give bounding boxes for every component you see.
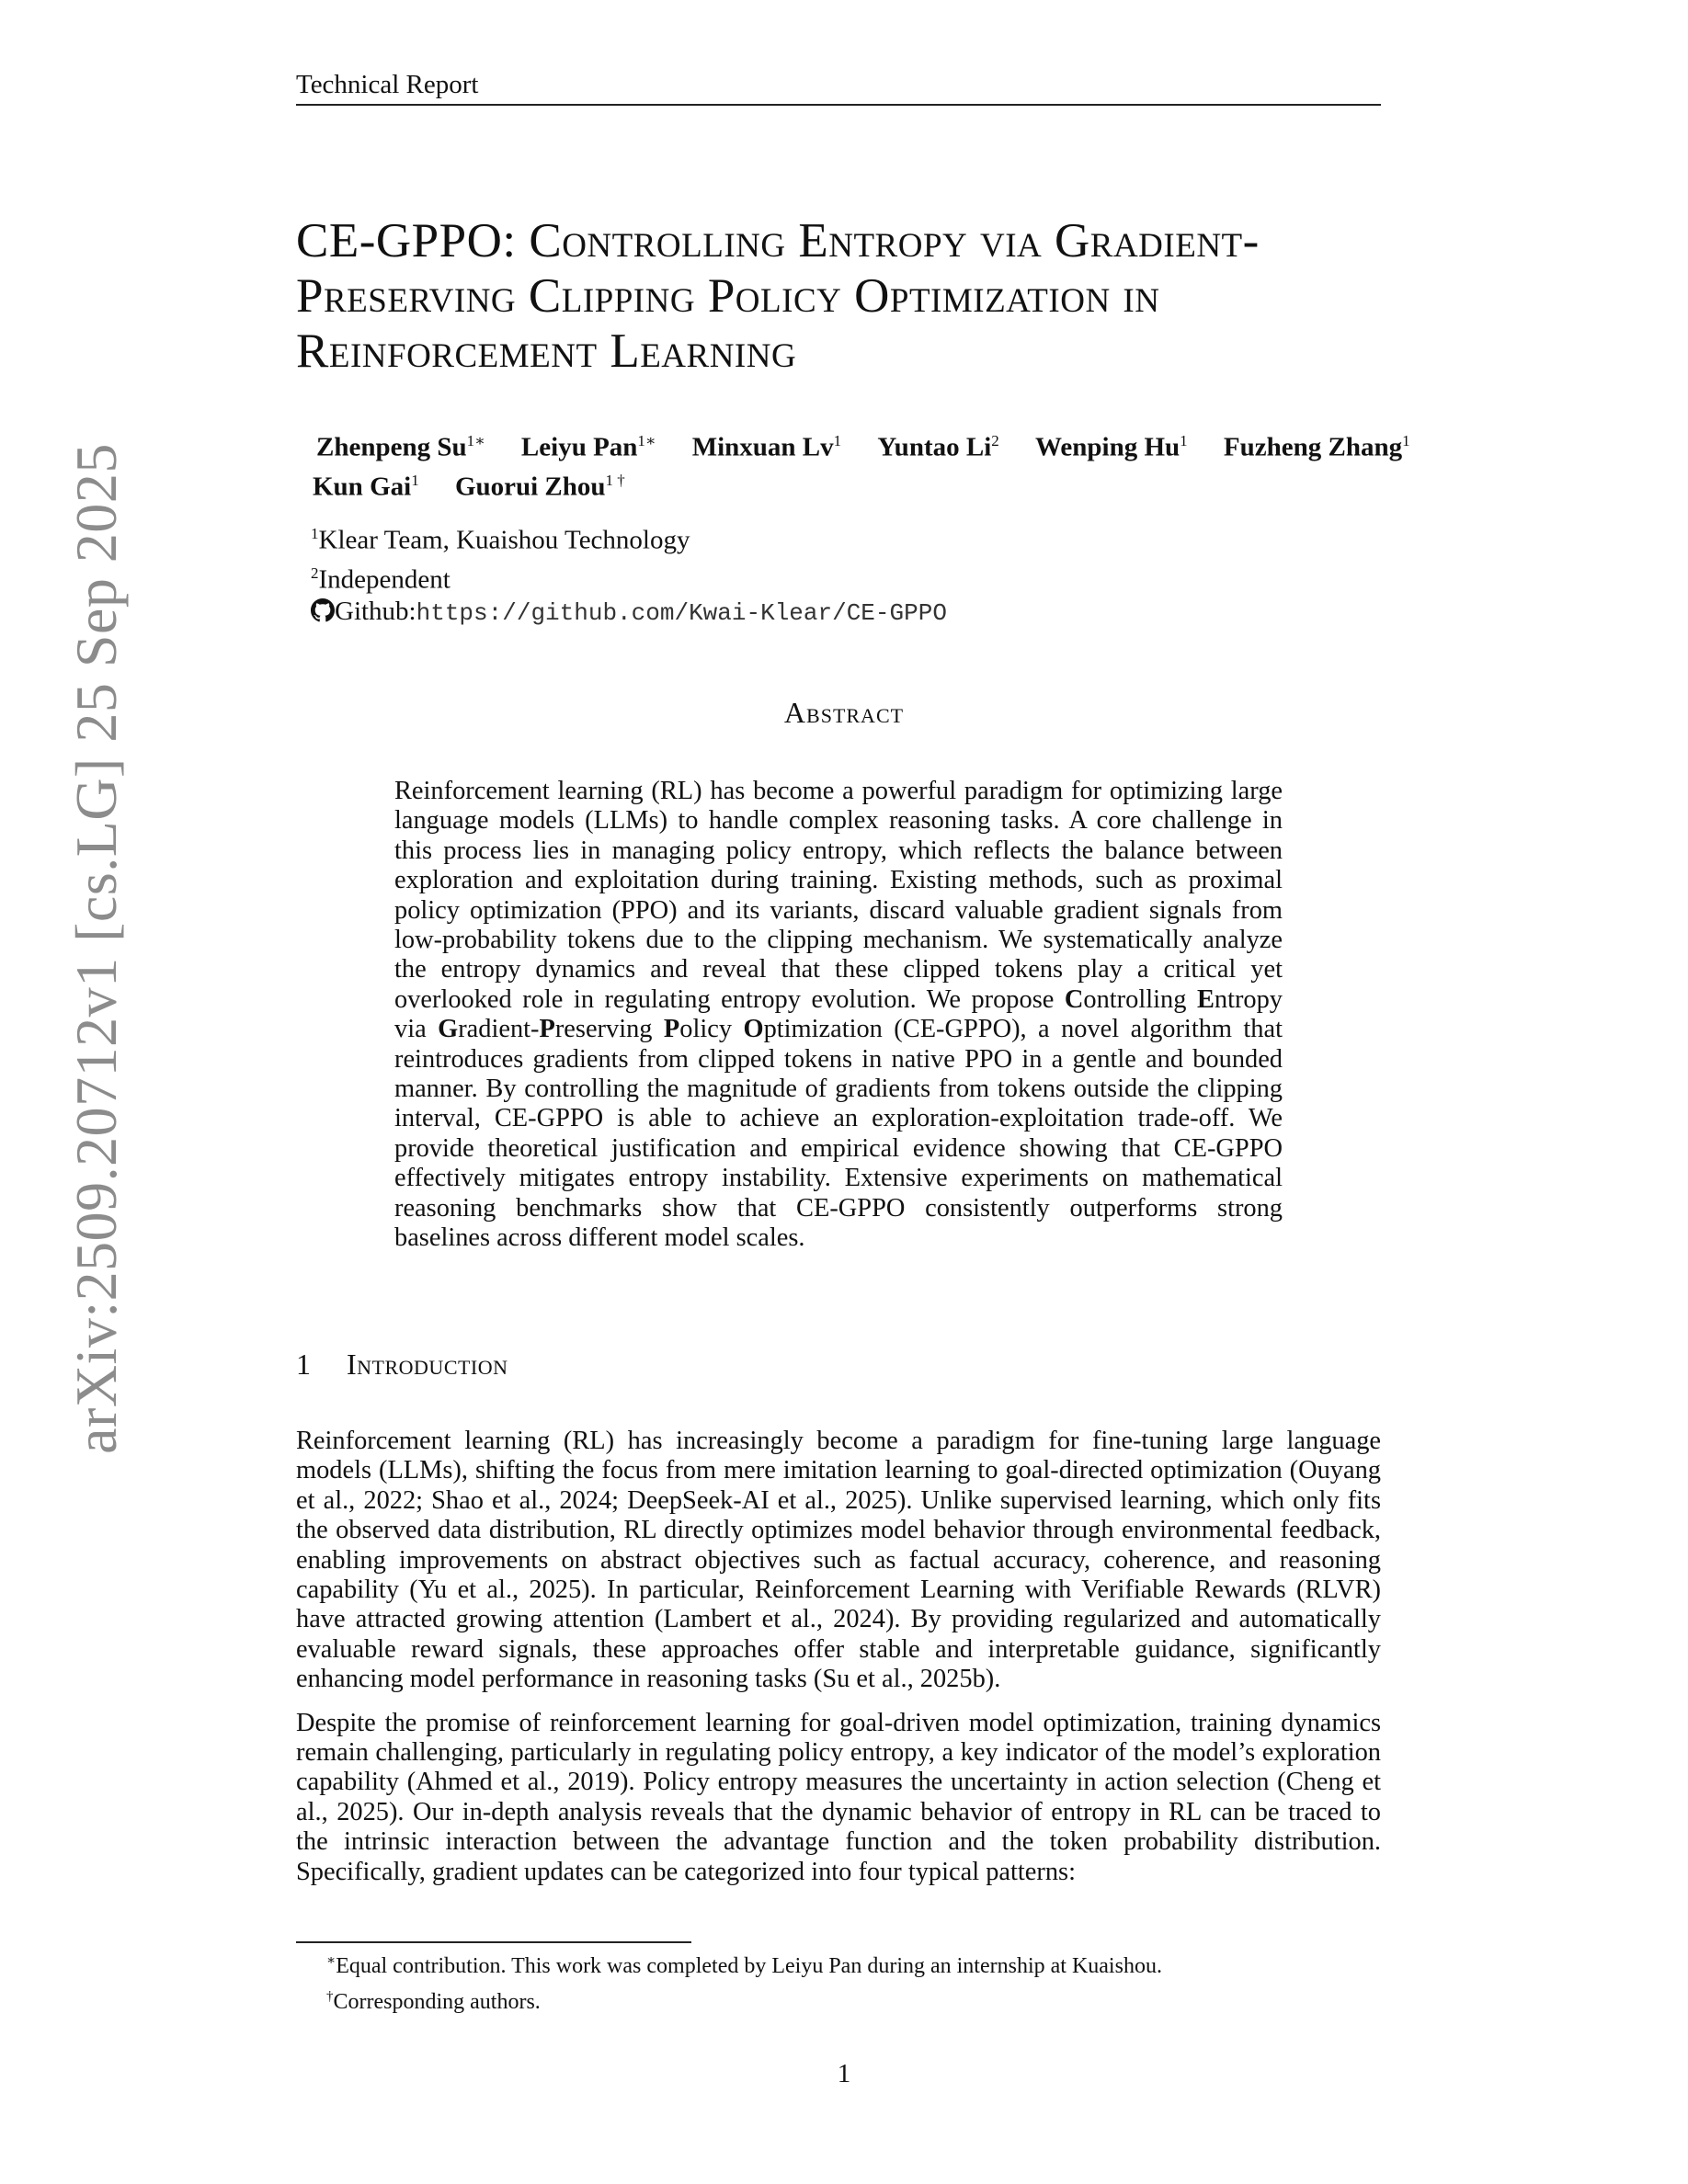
author-name: Guorui Zhou <box>454 472 606 502</box>
affiliation-text: Independent <box>318 564 451 595</box>
author <box>1035 425 1188 464</box>
paragraph: Reinforcement learning (RL) has increasingly become a paradigm for fine-tuning large language models (LLMs), shifting the focus from mere imitation learning to goal-directed optimization (Ouyang et al., 2022; Shao et al., 2024; DeepSeek-AI et al., 2025). Unlike supervised learning, which only fits the observed data distribution, RL directly optimizes model behavior through environmental feedback, enabling improvements on abstract objectives such as factual accuracy, coherence, and reasoning capability (Yu et al., 2025). In particular, Reinforcement Learning with Verifiable Rewards (RLVR) have attracted growing attention (Lambert et al., 2024). By providing regularized and automatically evaluable reward signals, these approaches offer stable and interpretable guidance, significantly enhancing model performance in reasoning tasks (Su et al., 2025b). <box>296 1427 1381 1694</box>
footnote-mark: ∗ <box>326 1953 336 1968</box>
author-name: Wenping Hu <box>1035 432 1180 462</box>
abstract-heading: Abstract <box>783 696 905 729</box>
affiliations <box>311 518 947 631</box>
author-name: Leiyu Pan <box>520 432 638 462</box>
affiliation <box>311 518 947 557</box>
arxiv-stamp: arXiv:2509.20712v1 [cs.LG] 25 Sep 2025 <box>63 443 129 1454</box>
acronym-word: olicy <box>679 1015 744 1044</box>
author <box>692 425 841 464</box>
section-body <box>296 1427 1381 1901</box>
affiliation <box>311 557 947 597</box>
acronym-letter: P <box>663 1015 680 1044</box>
abstract-body <box>394 777 1283 1254</box>
affiliation-mark: 2 <box>311 563 319 582</box>
acronym-letter: O <box>743 1015 764 1044</box>
paragraph: Despite the promise of reinforcement learning for goal-driven model optimization, training dynamics remain challenging, particularly in regulating policy entropy, a key indicator of the model’s exploration capability (Ahmed et al., 2019). Policy entropy measures the uncertainty in action selection (Cheng et al., 2025). Our in-depth analysis reveals that the dynamic behavior of entropy in RL can be traced to the intrinsic interaction between the advantage function and the token probability distribution. Specifically, gradient updates can be categorized into four typical patterns: <box>296 1708 1381 1886</box>
acronym-word: ntropy via <box>394 984 1283 1044</box>
section-title: Introduction <box>347 1348 508 1381</box>
section-number: 1 <box>296 1348 312 1381</box>
author-mark: 1 <box>1180 432 1188 449</box>
author-name: Fuzheng Zhang <box>1223 432 1403 462</box>
acronym-word: ptimization <box>763 1015 883 1044</box>
footnotes <box>326 1946 1162 2018</box>
author-name: Minxuan Lv <box>691 432 834 462</box>
author <box>1224 425 1410 464</box>
author-mark: 1 <box>833 432 842 449</box>
author <box>877 425 998 464</box>
abstract-text: (CE-GPPO), a novel algorithm that reintroduces gradients from clipped tokens in native PPO in a gentle and bounded manner. By controlling the magnitude of gradients from tokens outside the clipping interval, CE-GPPO is able to achieve an exploration-exploitation trade-off. We provide theoretical justification and empirical evidence showing that CE-GPPO effectively mitigates entropy instability. Extensive experiments on mathematical reasoning benchmarks show that CE-GPPO consistently outperforms strong baselines across different model scales. <box>394 1015 1283 1253</box>
author-mark: 1∗ <box>637 432 656 449</box>
author-list <box>313 425 1420 503</box>
footnote-text: Equal contribution. This work was completed by Leiyu Pan during an internship at Kuaishou. <box>336 1954 1162 1978</box>
footnote <box>326 1946 1162 1982</box>
acronym-letter: P <box>539 1015 555 1044</box>
author <box>316 425 485 464</box>
acronym-word: radient- <box>458 1015 540 1044</box>
acronym-letter: E <box>1196 984 1215 1014</box>
author-name: Kun Gai <box>313 472 412 502</box>
footnote-text: Corresponding authors. <box>333 1990 541 2014</box>
github-label: Github: <box>335 597 416 627</box>
affiliation-text: Klear Team, Kuaishou Technology <box>318 525 690 555</box>
acronym-letter: C <box>1064 984 1084 1014</box>
author <box>521 425 656 464</box>
footnote-rule <box>296 1941 691 1943</box>
author-name: Yuntao Li <box>877 432 992 462</box>
author-mark: 1 <box>411 471 419 489</box>
acronym-letter: G <box>438 1015 459 1044</box>
affiliation-mark: 1 <box>311 525 319 542</box>
author <box>455 464 625 504</box>
author-mark: 1 <box>1402 432 1410 449</box>
footnote <box>326 1982 1162 2018</box>
paper-title: CE-GPPO: Controlling Entropy via Gradient-Preserving Clipping Policy Optimization in Reinforcement Learning <box>296 214 1260 378</box>
author-mark: 1 † <box>605 471 625 489</box>
author-mark: 2 <box>991 432 999 449</box>
github-link[interactable]: https://github.com/Kwai-Klear/CE-GPPO <box>416 599 947 628</box>
running-header: Technical Report <box>296 70 1381 106</box>
author <box>313 464 419 504</box>
author-mark: 1∗ <box>466 432 485 449</box>
github-line <box>311 596 947 631</box>
page-number: 1 <box>837 2059 851 2088</box>
author-name: Zhenpeng Su <box>316 432 467 462</box>
abstract-text: Reinforcement learning (RL) has become a powerful paradigm for optimizing large language models (LLMs) to handle complex reasoning tasks. A core challenge in this process lies in managing policy entropy, which reflects the balance between exploration and exploitation during training. Existing methods, such as proximal policy optimization (PPO) and its variants, discard valuable gradient signals from low-probability tokens due to the clipping mechanism. We systematically analyze the entropy dynamics and reveal that these clipped tokens play a critical yet overlooked role in regulating entropy evolution. We propose <box>394 777 1283 1014</box>
section-heading <box>296 1348 508 1382</box>
acronym-word: ontrolling <box>1083 984 1197 1014</box>
github-icon <box>311 598 335 631</box>
footnote-mark: † <box>326 1989 334 2004</box>
acronym-word: reserving <box>554 1015 664 1044</box>
